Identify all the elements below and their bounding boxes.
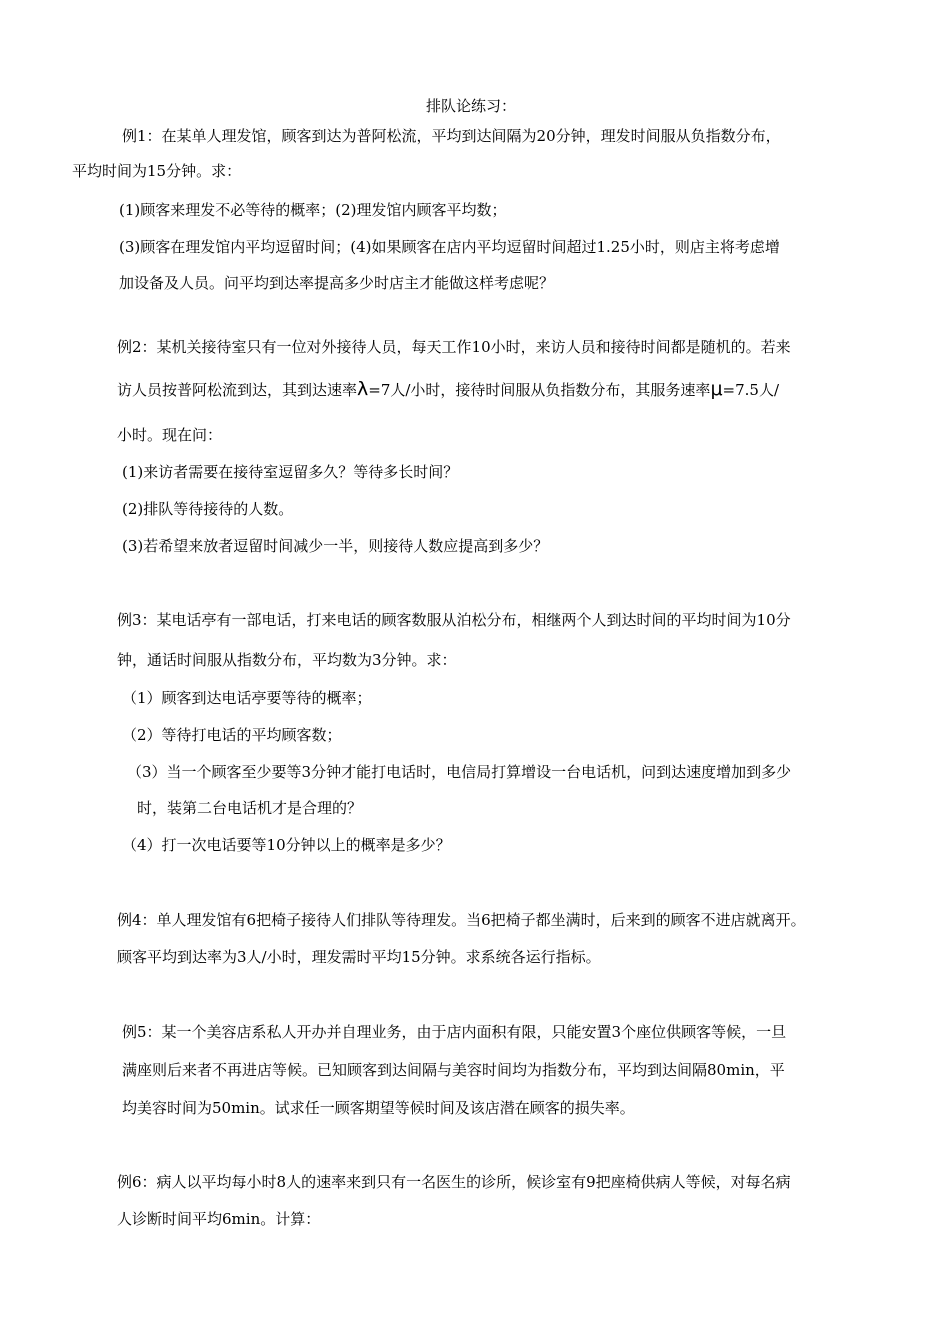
example-6-line-2: 人诊断时间平均6min。计算： [117, 1210, 321, 1228]
lambda-symbol: λ [357, 378, 369, 400]
example-4-line-2: 顾客平均到达率为3人/小时，理发需时平均15分钟。求系统各运行指标。 [117, 948, 601, 966]
example-3-line-2: 钟，通话时间服从指数分布，平均数为3分钟。求： [117, 651, 457, 669]
example-1-question-1-2: (1)顾客来理发不必等待的概率；(2)理发馆内顾客平均数； [119, 201, 507, 219]
example-2-line-2-part-c: =7.5人/ [722, 381, 780, 399]
page-title: 排队论练习： [426, 97, 517, 115]
example-3-question-2: （2）等待打电话的平均顾客数； [122, 726, 342, 744]
example-3-question-4: （4）打一次电话要等10分钟以上的概率是多少？ [122, 836, 451, 854]
example-2-line-1: 例2：某机关接待室只有一位对外接待人员，每天工作10小时，来访人员和接待时间都是随机的。若来 [117, 338, 791, 356]
example-2-line-2 [117, 379, 779, 400]
example-3-question-3: （3）当一个顾客至少要等3分钟才能打电话时，电信局打算增设一台电话机，问到达速度增加到多少 [127, 763, 792, 781]
example-5-line-1: 例5：某一个美容店系私人开办并自理业务，由于店内面积有限，只能安置3个座位供顾客等候，一旦 [122, 1023, 787, 1041]
example-3-line-1: 例3：某电话亭有一部电话，打来电话的顾客数服从泊松分布，相继两个人到达时间的平均时间为10分 [117, 611, 791, 629]
example-6-line-1: 例6：病人以平均每小时8人的速率来到只有一名医生的诊所，候诊室有9把座椅供病人等候，对每名病 [117, 1173, 791, 1191]
example-1-question-4-cont: 加设备及人员。问平均到达率提高多少时店主才能做这样考虑呢？ [119, 274, 555, 292]
example-2-line-2-part-b: =7人/小时，接待时间服从负指数分布，其服务速率 [368, 381, 711, 399]
example-1-question-3-4: (3)顾客在理发馆内平均逗留时间；(4)如果顾客在店内平均逗留时间超过1.25小时，则店主将考虑增 [119, 238, 780, 256]
mu-symbol: μ [710, 378, 723, 400]
example-4-line-1: 例4：单人理发馆有6把椅子接待人们排队等待理发。当6把椅子都坐满时，后来到的顾客不进店就离开。 [117, 911, 806, 929]
example-2-line-3: 小时。现在问： [117, 426, 223, 444]
example-2-question-3: (3)若希望来放者逗留时间减少一半，则接待人数应提高到多少？ [122, 537, 549, 555]
example-3-question-1: （1）顾客到达电话亭要等待的概率； [122, 689, 372, 707]
example-2-question-1: (1)来访者需要在接待室逗留多久？等待多长时间？ [122, 463, 459, 481]
example-3-question-3-cont: 时，装第二台电话机才是合理的？ [137, 799, 363, 817]
example-2-question-2: (2)排队等待接待的人数。 [122, 500, 294, 518]
example-2-line-2-part-a: 访人员按普阿松流到达，其到达速率 [117, 381, 358, 399]
example-1-line-1: 例1：在某单人理发馆，顾客到达为普阿松流，平均到达间隔为20分钟，理发时间服从负指数分布， [122, 127, 781, 145]
example-1-line-2: 平均时间为15分钟。求： [72, 162, 242, 180]
example-5-line-3: 均美容时间为50min。试求任一顾客期望等候时间及该店潜在顾客的损失率。 [122, 1099, 635, 1117]
example-5-line-2: 满座则后来者不再进店等候。已知顾客到达间隔与美容时间均为指数分布，平均到达间隔80min，平 [122, 1061, 785, 1079]
